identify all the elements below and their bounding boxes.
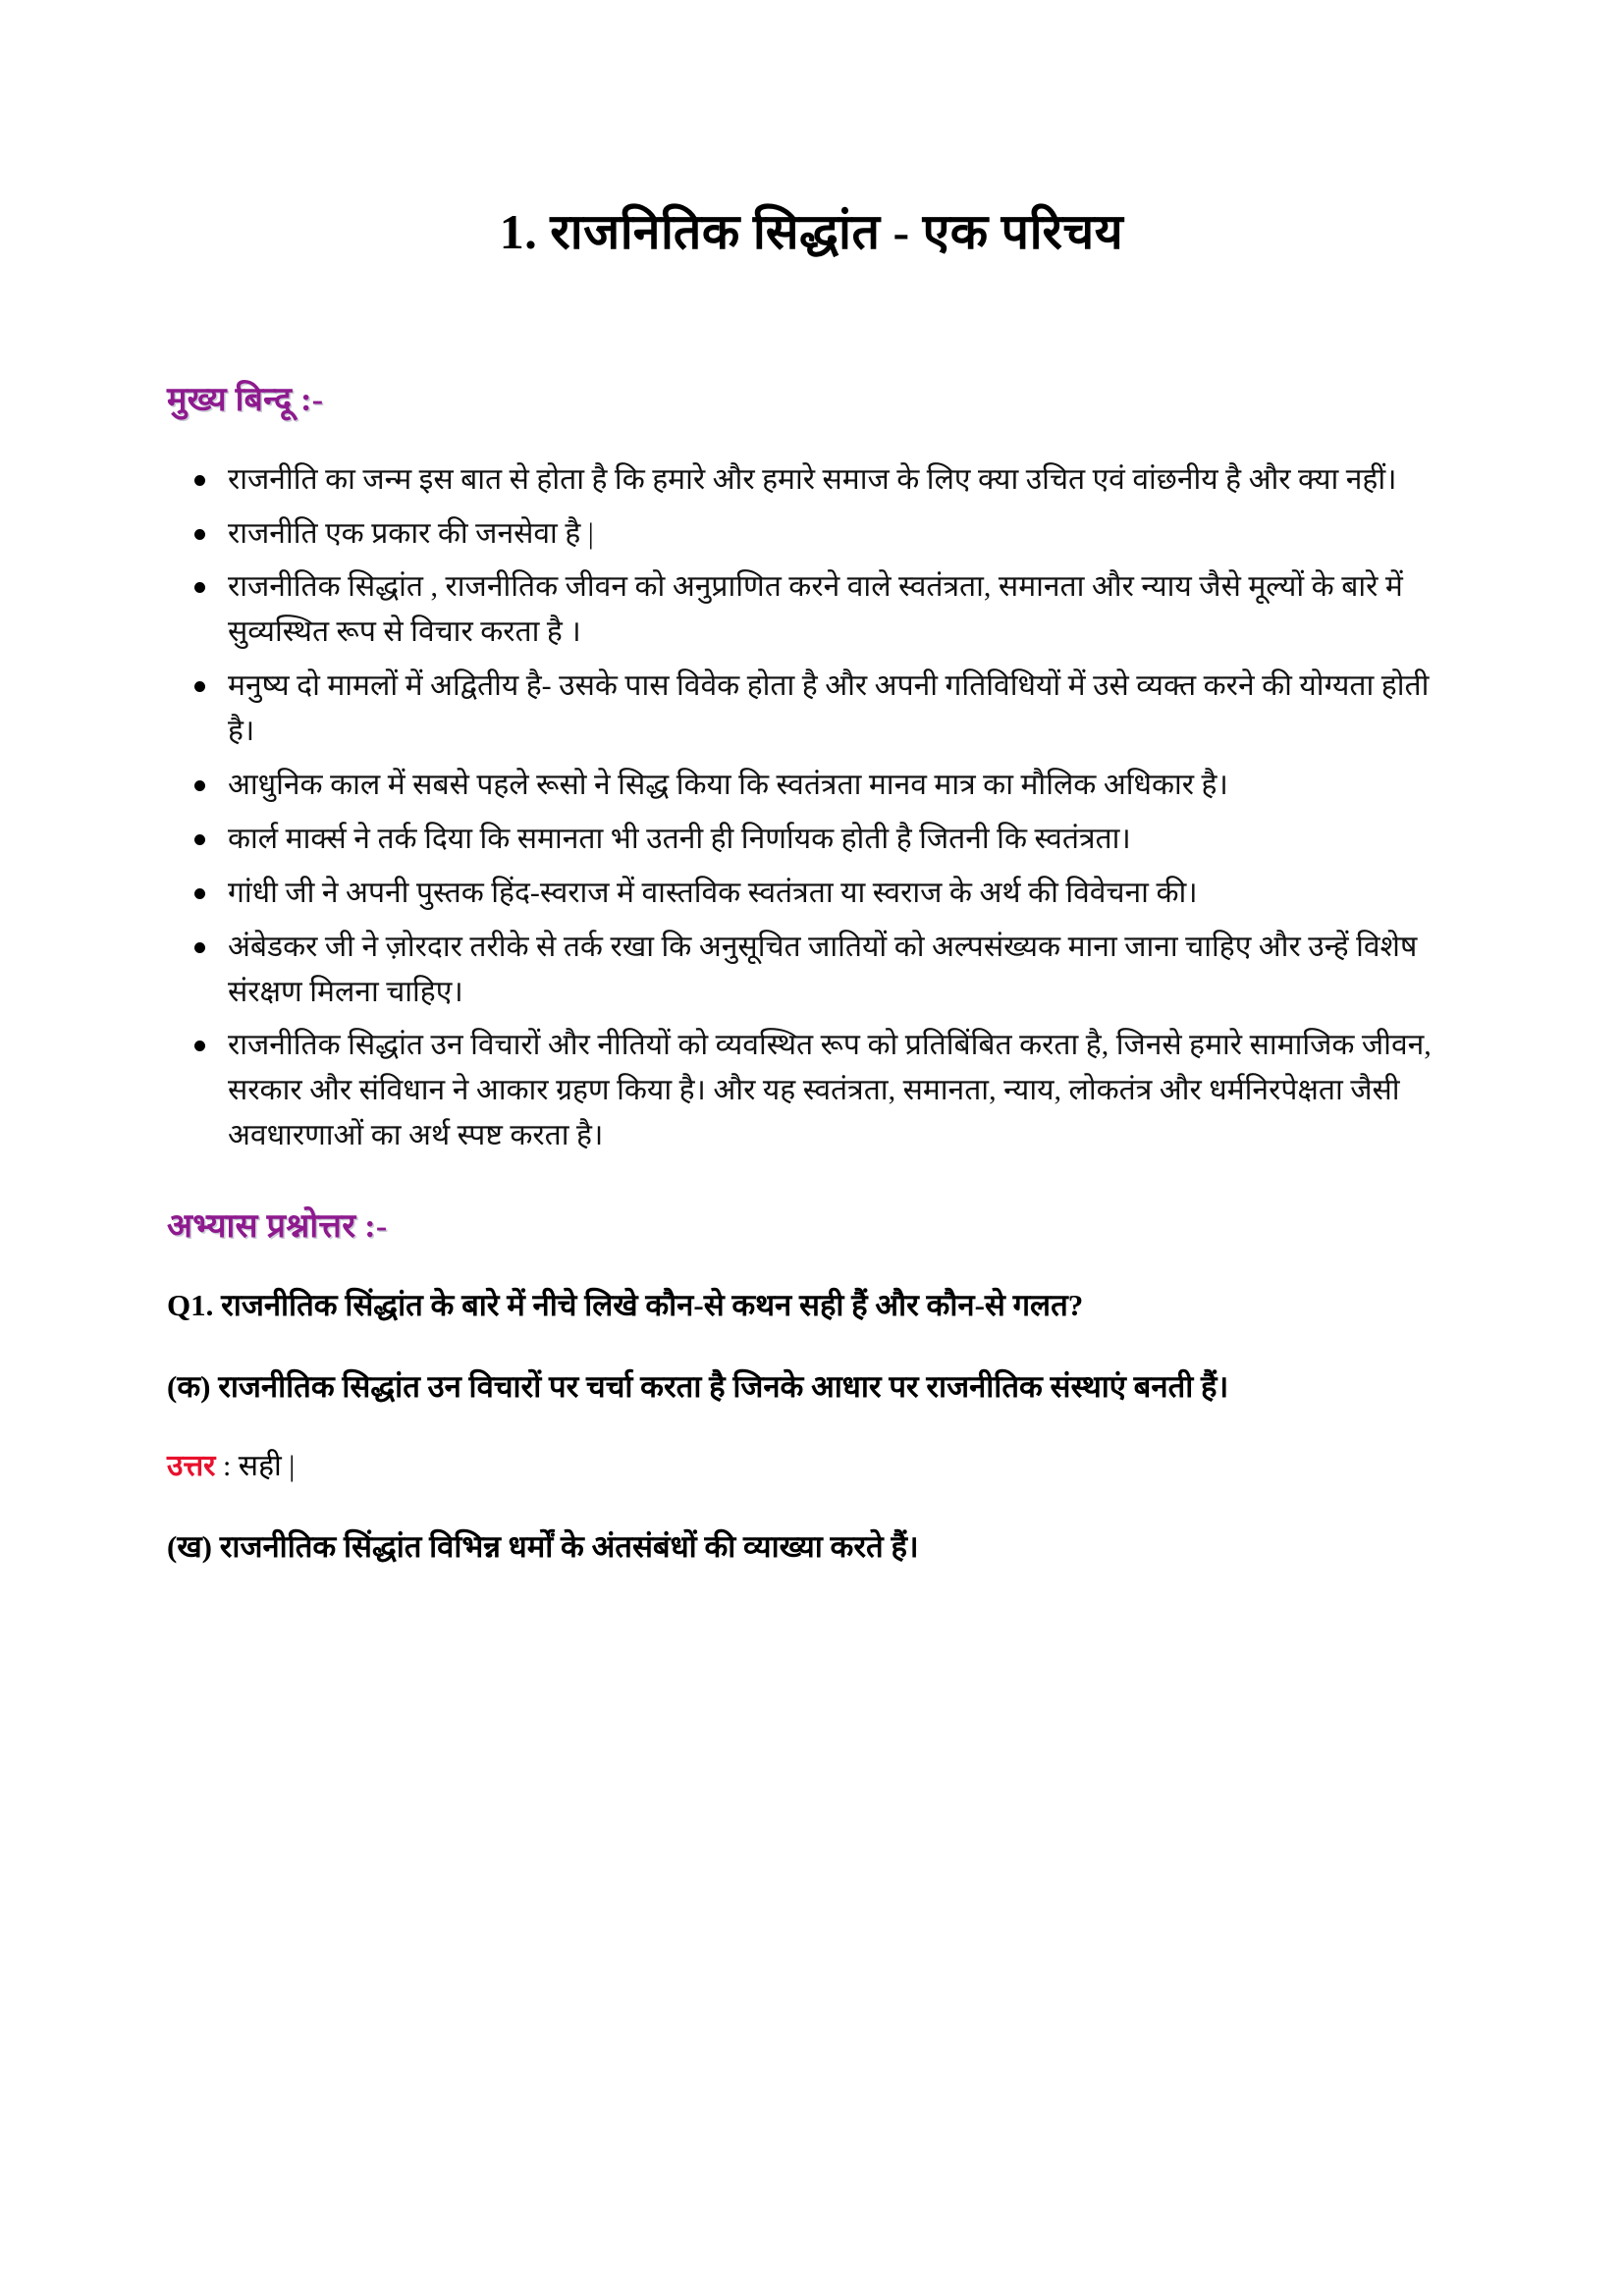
list-item-text: कार्ल मार्क्स ने तर्क दिया कि समानता भी उतनी ही निर्णायक होती है जितनी कि स्वतंत्रता।	[228, 822, 1131, 855]
list-item	[167, 457, 1456, 503]
list-item	[167, 925, 1456, 1015]
key-points-heading: मुख्य बिन्दू :-	[167, 381, 324, 418]
list-item	[167, 664, 1456, 754]
list-item-text: मनुष्य दो मामलों में अद्वितीय है- उसके पास विवेक होता है और अपनी गतिविधियों में उसे व्यक्त करने की योग्यता होती है।	[228, 669, 1430, 748]
question-1-part-ka: (क) राजनीतिक सिद्धांत उन विचारों पर चर्चा करता है जिनके आधार पर राजनीतिक संस्थाएं बनती हैं।	[167, 1369, 1229, 1405]
question-1-part-kha: (ख) राजनीतिक सिंद्धांत विभिन्न धर्मों के अंतसंबंधों की व्याख्या करते हैं।	[167, 1528, 919, 1564]
list-item-text: राजनीतिक सिद्धांत , राजनीतिक जीवन को अनुप्राणित करने वाले स्वतंत्रता, समानता और न्याय जैसे मूल्यों के बारे में सुव्यस्थित रूप से विचार करता है ।	[228, 570, 1403, 649]
list-item-text: राजनीति का जन्म इस बात से होता है कि हमारे और हमारे समाज के लिए क्या उचित एवं वांछनीय है और क्या नहीं।	[228, 462, 1397, 496]
exercise-heading: अभ्यास प्रश्नोत्तर :-	[167, 1208, 388, 1246]
list-item-text: राजनीतिक सिद्धांत उन विचारों और नीतियों को व्यवस्थित रूप को प्रतिबिंबित करता है, जिनसे हमारे सामाजिक जीवन, सरकार और संविधान ने आकार ग्रहण किया है। और यह स्वतंत्रता, समानता, न्याय, लोकतंत्र और धर्मनिरपेक्षता जैसी अवधारणाओं का अर्थ स्पष्ट करता है।	[228, 1029, 1432, 1152]
list-item	[167, 763, 1456, 808]
list-item-text: गांधी जी ने अपनी पुस्तक हिंद-स्वराज में वास्तविक स्वतंत्रता या स्वराज के अर्थ की विवेचना की।	[228, 876, 1198, 909]
list-item-text: राजनीति एक प्रकार की जनसेवा है |	[228, 516, 594, 550]
key-points-list	[167, 457, 1456, 1158]
list-item	[167, 564, 1456, 655]
key-points-section	[167, 379, 1456, 1159]
question-1-text: Q1. राजनीतिक सिंद्धांत के बारे में नीचे लिखे कौन-से कथन सही हैं और कौन-से गलत?	[167, 1288, 1084, 1323]
question-answer-block	[167, 1282, 1456, 1569]
answer-ka	[167, 1444, 1456, 1488]
page-title: 1. राजनितिक सिद्धांत - एक परिचय	[499, 204, 1124, 259]
answer-value: सही |	[238, 1449, 296, 1482]
answer-separator: :	[215, 1449, 239, 1482]
list-item-text: आधुनिक काल में सबसे पहले रूसो ने सिद्ध किया कि स्वतंत्रता मानव मात्र का मौलिक अधिकार है।	[228, 769, 1228, 802]
list-item	[167, 871, 1456, 916]
list-item	[167, 817, 1456, 862]
list-item-text: अंबेडकर जी ने ज़ोरदार तरीके से तर्क रखा कि अनुसूचित जातियों को अल्पसंख्यक माना जाना चाहिए और उन्हें विशेष संरक्षण मिलना चाहिए।	[228, 930, 1418, 1008]
answer-label: उत्तर	[167, 1449, 216, 1482]
list-item	[167, 511, 1456, 557]
exercise-section	[167, 1205, 1456, 1570]
list-item	[167, 1023, 1456, 1158]
